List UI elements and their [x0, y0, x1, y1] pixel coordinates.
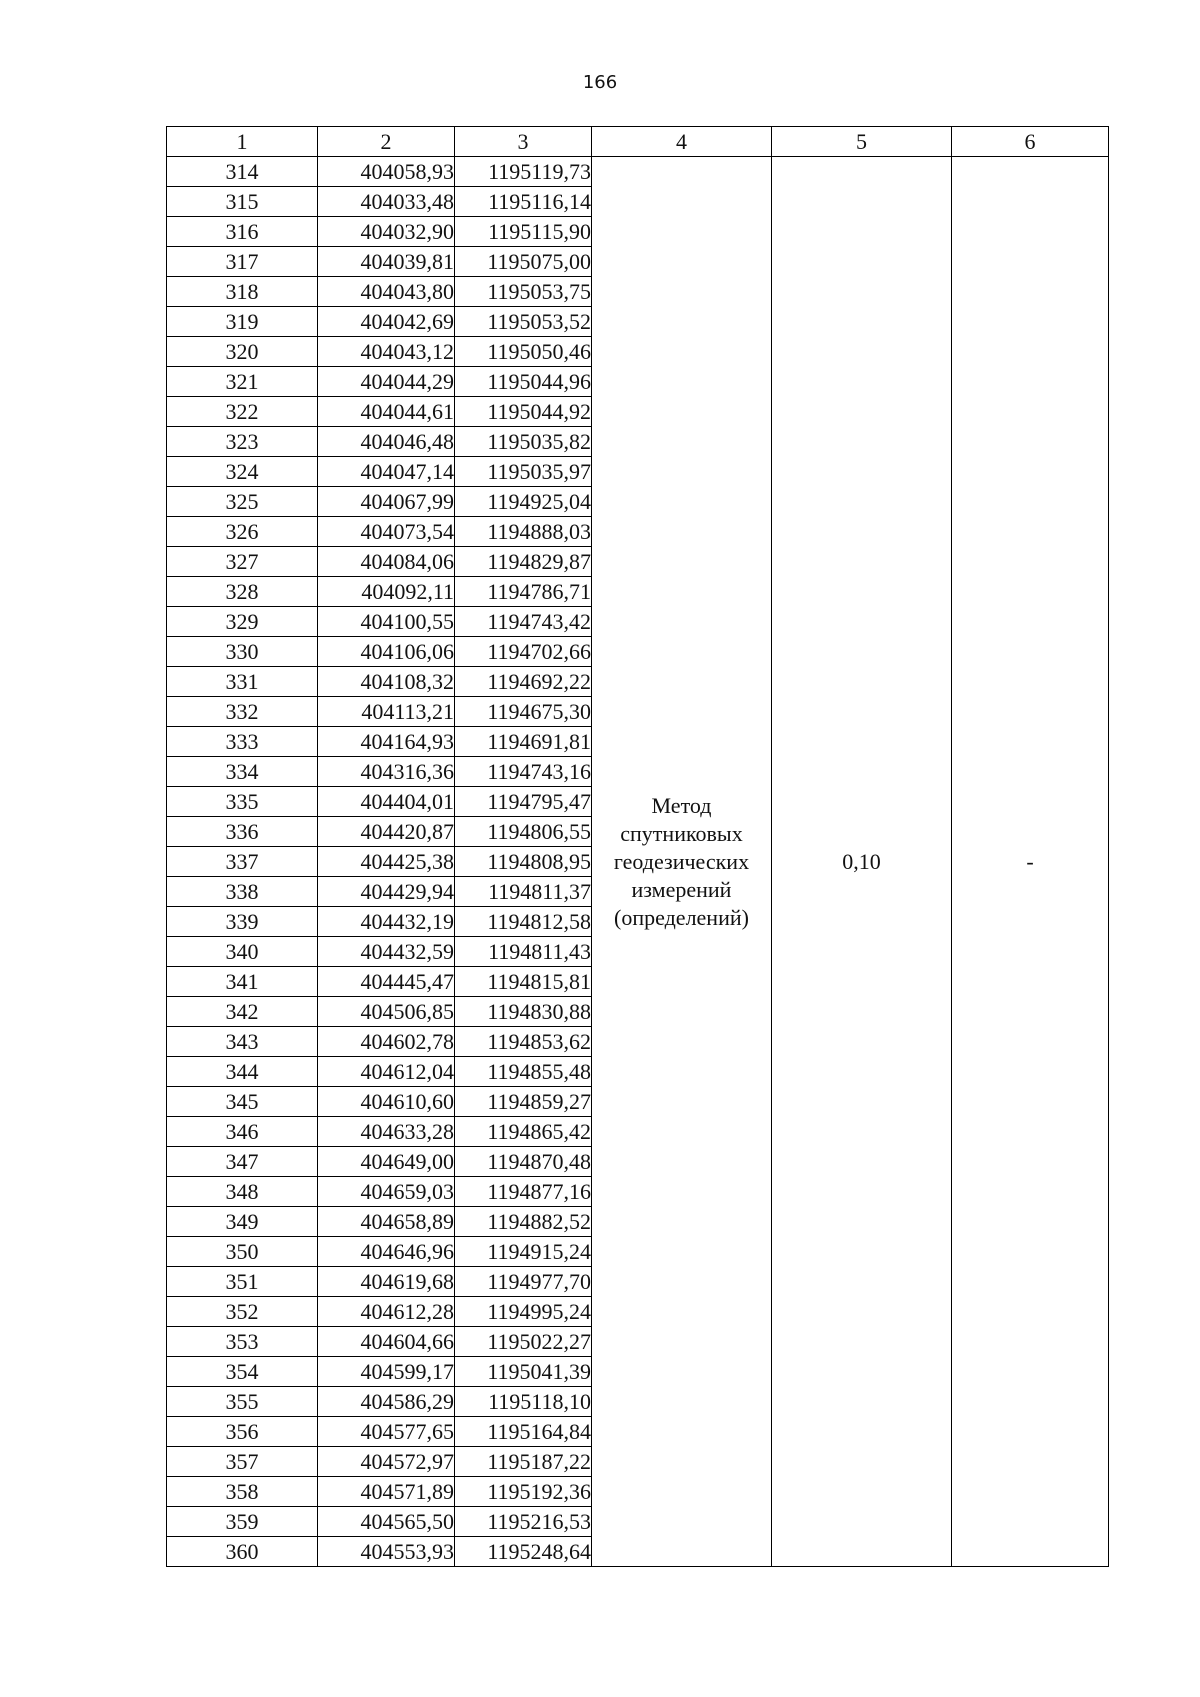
column-header: 5	[772, 127, 952, 157]
y-coordinate-cell: 1194743,42	[455, 607, 592, 637]
y-coordinate-cell: 1195041,39	[455, 1357, 592, 1387]
y-coordinate-cell: 1194877,16	[455, 1177, 592, 1207]
y-coordinate-cell: 1194808,95	[455, 847, 592, 877]
x-coordinate-cell: 404612,28	[318, 1297, 455, 1327]
point-number-cell: 321	[167, 367, 318, 397]
point-number-cell: 325	[167, 487, 318, 517]
x-coordinate-cell: 404084,06	[318, 547, 455, 577]
x-coordinate-cell: 404432,59	[318, 937, 455, 967]
y-coordinate-cell: 1194691,81	[455, 727, 592, 757]
x-coordinate-cell: 404506,85	[318, 997, 455, 1027]
column-6-cell: -	[952, 157, 1109, 1567]
y-coordinate-cell: 1194925,04	[455, 487, 592, 517]
point-number-cell: 360	[167, 1537, 318, 1567]
x-coordinate-cell: 404073,54	[318, 517, 455, 547]
y-coordinate-cell: 1195053,75	[455, 277, 592, 307]
x-coordinate-cell: 404572,97	[318, 1447, 455, 1477]
y-coordinate-cell: 1194995,24	[455, 1297, 592, 1327]
y-coordinate-cell: 1195050,46	[455, 337, 592, 367]
x-coordinate-cell: 404044,29	[318, 367, 455, 397]
point-number-cell: 329	[167, 607, 318, 637]
point-number-cell: 358	[167, 1477, 318, 1507]
x-coordinate-cell: 404032,90	[318, 217, 455, 247]
y-coordinate-cell: 1195216,53	[455, 1507, 592, 1537]
x-coordinate-cell: 404042,69	[318, 307, 455, 337]
method-line: спутниковых	[620, 820, 743, 846]
point-number-cell: 337	[167, 847, 318, 877]
point-number-cell: 318	[167, 277, 318, 307]
point-number-cell: 357	[167, 1447, 318, 1477]
x-coordinate-cell: 404039,81	[318, 247, 455, 277]
y-coordinate-cell: 1195044,92	[455, 397, 592, 427]
y-coordinate-cell: 1194806,55	[455, 817, 592, 847]
header-row	[167, 127, 1109, 157]
x-coordinate-cell: 404113,21	[318, 697, 455, 727]
column-header: 1	[167, 127, 318, 157]
point-number-cell: 326	[167, 517, 318, 547]
y-coordinate-cell: 1194815,81	[455, 967, 592, 997]
point-number-cell: 314	[167, 157, 318, 187]
y-coordinate-cell: 1195053,52	[455, 307, 592, 337]
point-number-cell: 328	[167, 577, 318, 607]
y-coordinate-cell: 1194702,66	[455, 637, 592, 667]
point-number-cell: 349	[167, 1207, 318, 1237]
x-coordinate-cell: 404043,80	[318, 277, 455, 307]
point-number-cell: 350	[167, 1237, 318, 1267]
x-coordinate-cell: 404610,60	[318, 1087, 455, 1117]
x-coordinate-cell: 404092,11	[318, 577, 455, 607]
x-coordinate-cell: 404553,93	[318, 1537, 455, 1567]
x-coordinate-cell: 404067,99	[318, 487, 455, 517]
point-number-cell: 345	[167, 1087, 318, 1117]
point-number-cell: 324	[167, 457, 318, 487]
x-coordinate-cell: 404033,48	[318, 187, 455, 217]
y-coordinate-cell: 1194859,27	[455, 1087, 592, 1117]
x-coordinate-cell: 404602,78	[318, 1027, 455, 1057]
y-coordinate-cell: 1194853,62	[455, 1027, 592, 1057]
y-coordinate-cell: 1194915,24	[455, 1237, 592, 1267]
y-coordinate-cell: 1195022,27	[455, 1327, 592, 1357]
column-header: 4	[592, 127, 772, 157]
y-coordinate-cell: 1194977,70	[455, 1267, 592, 1297]
y-coordinate-cell: 1194888,03	[455, 517, 592, 547]
point-number-cell: 315	[167, 187, 318, 217]
point-number-cell: 347	[167, 1147, 318, 1177]
method-cell	[592, 157, 772, 1567]
column-header: 2	[318, 127, 455, 157]
point-number-cell: 319	[167, 307, 318, 337]
x-coordinate-cell: 404599,17	[318, 1357, 455, 1387]
y-coordinate-cell: 1195248,64	[455, 1537, 592, 1567]
point-number-cell: 344	[167, 1057, 318, 1087]
y-coordinate-cell: 1195187,22	[455, 1447, 592, 1477]
column-header: 6	[952, 127, 1109, 157]
y-coordinate-cell: 1195118,10	[455, 1387, 592, 1417]
x-coordinate-cell: 404646,96	[318, 1237, 455, 1267]
point-number-cell: 351	[167, 1267, 318, 1297]
point-number-cell: 342	[167, 997, 318, 1027]
point-number-cell: 348	[167, 1177, 318, 1207]
point-number-cell: 322	[167, 397, 318, 427]
x-coordinate-cell: 404612,04	[318, 1057, 455, 1087]
point-number-cell: 352	[167, 1297, 318, 1327]
y-coordinate-cell: 1194829,87	[455, 547, 592, 577]
x-coordinate-cell: 404100,55	[318, 607, 455, 637]
x-coordinate-cell: 404445,47	[318, 967, 455, 997]
x-coordinate-cell: 404586,29	[318, 1387, 455, 1417]
y-coordinate-cell: 1195035,82	[455, 427, 592, 457]
x-coordinate-cell: 404432,19	[318, 907, 455, 937]
point-number-cell: 359	[167, 1507, 318, 1537]
point-number-cell: 353	[167, 1327, 318, 1357]
y-coordinate-cell: 1194692,22	[455, 667, 592, 697]
point-number-cell: 316	[167, 217, 318, 247]
point-number-cell: 317	[167, 247, 318, 277]
y-coordinate-cell: 1195075,00	[455, 247, 592, 277]
y-coordinate-cell: 1194811,37	[455, 877, 592, 907]
y-coordinate-cell: 1194675,30	[455, 697, 592, 727]
y-coordinate-cell: 1195192,36	[455, 1477, 592, 1507]
x-coordinate-cell: 404633,28	[318, 1117, 455, 1147]
x-coordinate-cell: 404571,89	[318, 1477, 455, 1507]
x-coordinate-cell: 404429,94	[318, 877, 455, 907]
x-coordinate-cell: 404420,87	[318, 817, 455, 847]
point-number-cell: 332	[167, 697, 318, 727]
point-number-cell: 355	[167, 1387, 318, 1417]
point-number-cell: 338	[167, 877, 318, 907]
x-coordinate-cell: 404577,65	[318, 1417, 455, 1447]
x-coordinate-cell: 404659,03	[318, 1177, 455, 1207]
y-coordinate-cell: 1194811,43	[455, 937, 592, 967]
y-coordinate-cell: 1195044,96	[455, 367, 592, 397]
y-coordinate-cell: 1195119,73	[455, 157, 592, 187]
point-number-cell: 343	[167, 1027, 318, 1057]
table-row	[167, 157, 1109, 187]
point-number-cell: 327	[167, 547, 318, 577]
point-number-cell: 333	[167, 727, 318, 757]
x-coordinate-cell: 404164,93	[318, 727, 455, 757]
y-coordinate-cell: 1194812,58	[455, 907, 592, 937]
x-coordinate-cell: 404316,36	[318, 757, 455, 787]
y-coordinate-cell: 1195115,90	[455, 217, 592, 247]
point-number-cell: 341	[167, 967, 318, 997]
y-coordinate-cell: 1194882,52	[455, 1207, 592, 1237]
accuracy-cell: 0,10	[772, 157, 952, 1567]
y-coordinate-cell: 1195035,97	[455, 457, 592, 487]
coordinates-table	[166, 126, 1109, 1567]
method-line: Метод	[651, 792, 712, 818]
y-coordinate-cell: 1194795,47	[455, 787, 592, 817]
point-number-cell: 330	[167, 637, 318, 667]
x-coordinate-cell: 404649,00	[318, 1147, 455, 1177]
method-line: (определений)	[614, 904, 749, 930]
x-coordinate-cell: 404058,93	[318, 157, 455, 187]
x-coordinate-cell: 404043,12	[318, 337, 455, 367]
y-coordinate-cell: 1194786,71	[455, 577, 592, 607]
y-coordinate-cell: 1195116,14	[455, 187, 592, 217]
column-header: 3	[455, 127, 592, 157]
method-line: геодезических	[613, 848, 750, 874]
y-coordinate-cell: 1194865,42	[455, 1117, 592, 1147]
y-coordinate-cell: 1195164,84	[455, 1417, 592, 1447]
point-number-cell: 331	[167, 667, 318, 697]
point-number-cell: 334	[167, 757, 318, 787]
x-coordinate-cell: 404044,61	[318, 397, 455, 427]
x-coordinate-cell: 404604,66	[318, 1327, 455, 1357]
x-coordinate-cell: 404619,68	[318, 1267, 455, 1297]
y-coordinate-cell: 1194855,48	[455, 1057, 592, 1087]
x-coordinate-cell: 404404,01	[318, 787, 455, 817]
method-line: измерений	[631, 876, 732, 902]
x-coordinate-cell: 404047,14	[318, 457, 455, 487]
point-number-cell: 320	[167, 337, 318, 367]
x-coordinate-cell: 404106,06	[318, 637, 455, 667]
point-number-cell: 339	[167, 907, 318, 937]
point-number-cell: 336	[167, 817, 318, 847]
y-coordinate-cell: 1194830,88	[455, 997, 592, 1027]
point-number-cell: 346	[167, 1117, 318, 1147]
x-coordinate-cell: 404046,48	[318, 427, 455, 457]
y-coordinate-cell: 1194743,16	[455, 757, 592, 787]
point-number-cell: 356	[167, 1417, 318, 1447]
page-number: 166	[582, 72, 618, 93]
point-number-cell: 335	[167, 787, 318, 817]
x-coordinate-cell: 404565,50	[318, 1507, 455, 1537]
x-coordinate-cell: 404425,38	[318, 847, 455, 877]
y-coordinate-cell: 1194870,48	[455, 1147, 592, 1177]
point-number-cell: 354	[167, 1357, 318, 1387]
x-coordinate-cell: 404108,32	[318, 667, 455, 697]
x-coordinate-cell: 404658,89	[318, 1207, 455, 1237]
point-number-cell: 323	[167, 427, 318, 457]
point-number-cell: 340	[167, 937, 318, 967]
